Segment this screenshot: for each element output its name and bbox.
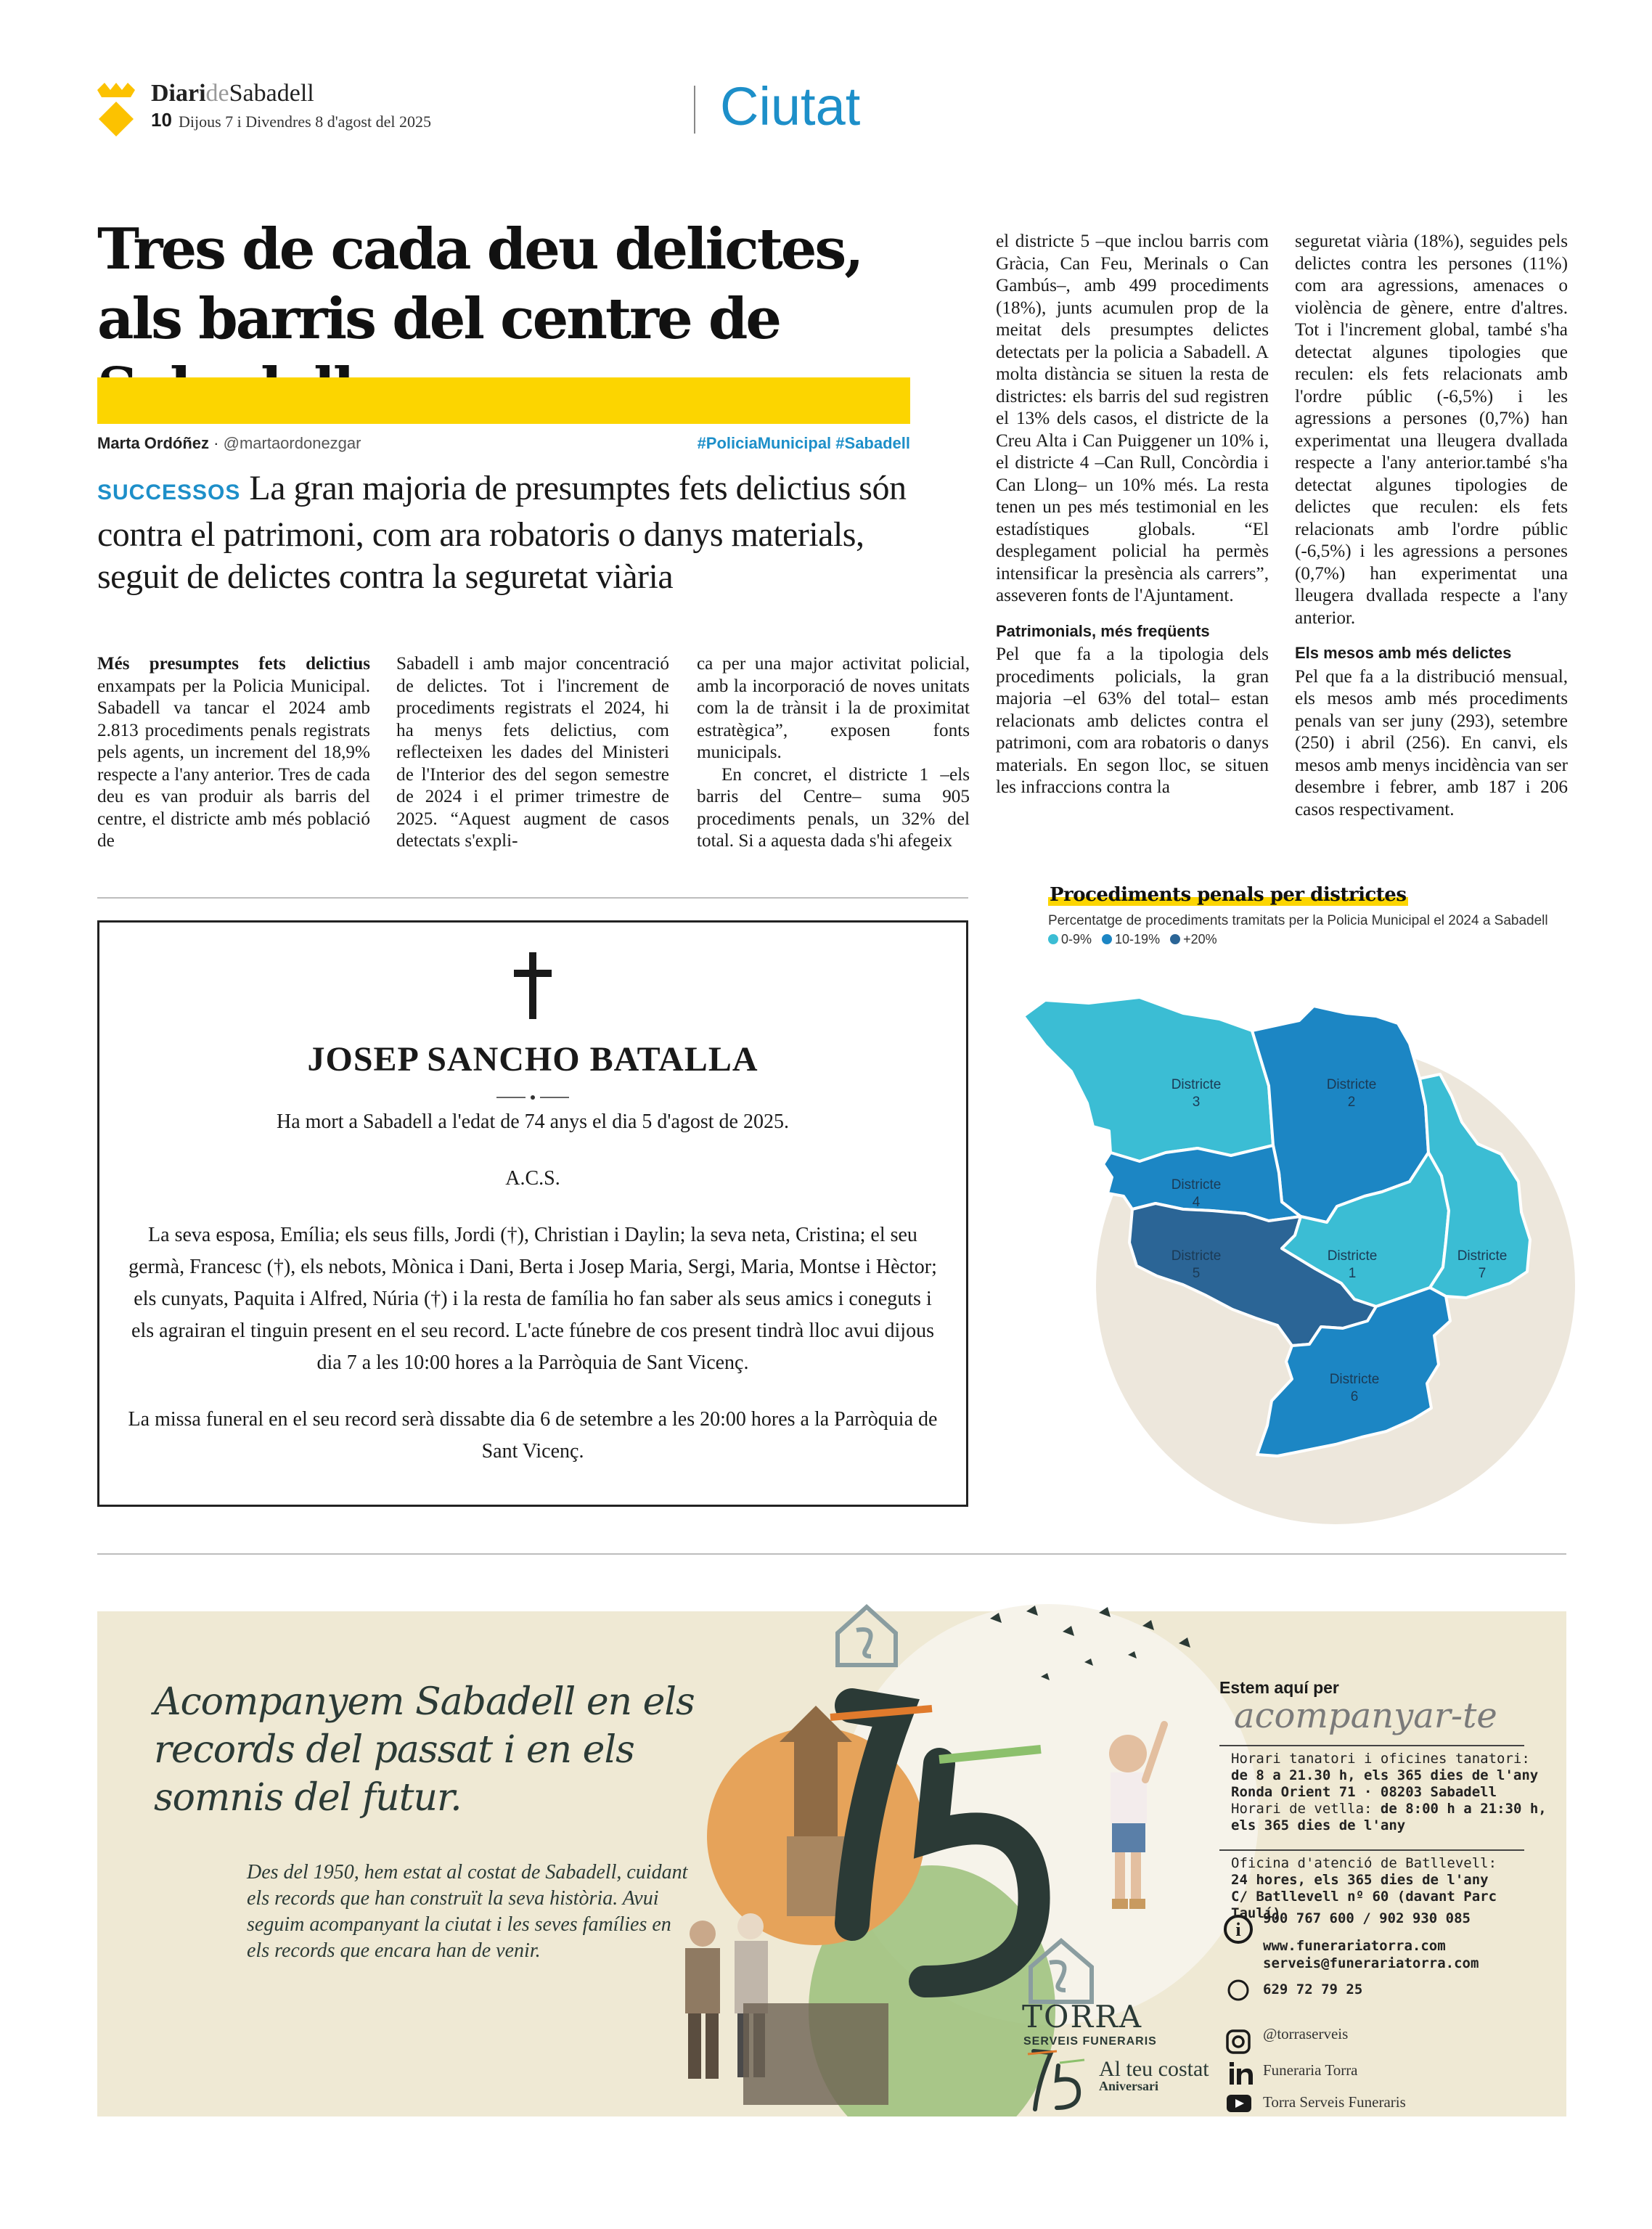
torra-brand-sub: SERVEIS FUNERARIS bbox=[1023, 2035, 1157, 2048]
author-name: Marta Ordóñez bbox=[97, 434, 210, 452]
legend-item: 10-19% bbox=[1102, 932, 1160, 947]
ad-headline: Acompanyem Sabadell en els records del passat i en els somnis del futur. bbox=[154, 1680, 695, 1820]
district-2-label: Districte 2 bbox=[1326, 1077, 1377, 1110]
section-name: Ciutat bbox=[720, 76, 861, 136]
article-headline: Tres de cada deu delictes, als barris del centre de bbox=[97, 216, 862, 352]
torra-tagline: Al teu costat bbox=[1099, 2057, 1209, 2081]
article-column-1: Més presumptes fets delictius enxampats per la Policia Municipal. Sabadell va tancar el 2024 amb 2.813 procediments penals registrats pels agents, un increment del 18,9% respecte a l'any anterior. Tres de cada deu es van produir als barris del centre, el districte amb més població de bbox=[97, 654, 370, 851]
obituary-death-notice: Ha mort a Sabadell a l'edat de 74 anys el dia 5 d'agost de 2025. bbox=[276, 1111, 789, 1133]
lead-in: Més presumptes fets delictius bbox=[97, 654, 370, 674]
article-column-5: seguretat viària (18%), seguides pels delictes contra les persones (11%) com ara agressions, amenaces o violència de gènere, entre d'altres. Tot i l'increment global, també s'ha detectat algunes tipologies que reculen: els fets relacionats amb l'ordre públic (-6,5%) i les agressions a persones (0,7%) han experimentat una lleugera dvallada respecte a l'any anterior.també s'ha detectat algunes tipologies de delictes que reculen: els fets relacionats amb l'ordre públic (-6,5%) i les agressions a persones (0,7%) han experimentat una lleugera dvallada respecte a l'any anterior. Els mesos amb més delictes Pel que fa a la distribució mensual, els mesos amb més procediments penals van ser juny (293), setembre (250) i abril (256). En canvi, els mesos amb menys incidència van ser desembre i febrer, amb 187 i 206 casos respectivament. bbox=[1295, 232, 1568, 819]
article-column-3: ca per una major activitat policial, amb la incorporació de noves unitats com la de trànsit i la de proximitat estratègica”, exposen fonts municipals. En concret, el districte 1 –els barris del Centre– suma 905 procediments penals, un 32% del total. Si a aquesta dada s'hi afegeix bbox=[697, 654, 970, 851]
issue-date: Dijous 7 i Divendres 8 d'agost del 2025 bbox=[179, 113, 431, 131]
masthead-name: DiarideSabadell bbox=[151, 80, 314, 107]
whatsapp-icon bbox=[1229, 1981, 1248, 2000]
torra-brand: TORRA bbox=[1022, 1999, 1143, 2034]
ad-acompanyar: acompanyar-te bbox=[1234, 1696, 1497, 1736]
legend-item: +20% bbox=[1170, 932, 1217, 947]
linkedin-icon bbox=[1230, 2062, 1253, 2085]
subheading-patrimonials: Patrimonials, més freqüents bbox=[996, 621, 1210, 640]
ad-instagram-handle[interactable]: @torraserveis bbox=[1263, 2025, 1349, 2042]
ad-batllevell-info: Oficina d'atenció de Batllevell: 24 hores, els 365 dies de l'any C/ Batllevell nº 60 (davant Parc Taulí) bbox=[1231, 1855, 1497, 1921]
latin-cross-icon bbox=[514, 952, 552, 1019]
svg-text:i: i bbox=[1235, 1919, 1241, 1940]
ad-email-link[interactable]: serveis@funerariatorra.com bbox=[1263, 1955, 1479, 1971]
torra-tagline-sub: Aniversari bbox=[1099, 2079, 1158, 2093]
obituary-mass: La missa funeral en el seu record serà dissabte dia 6 de setembre a les 20:00 hores a la Parròquia de Sant Vicenç. bbox=[128, 1408, 938, 1463]
district-3-shape[interactable] bbox=[1023, 997, 1273, 1161]
page-number: 10 bbox=[151, 109, 172, 131]
legend-item: 0-9% bbox=[1048, 932, 1092, 947]
district-7-label: Districte 7 bbox=[1457, 1248, 1508, 1281]
section-divider bbox=[97, 897, 968, 899]
section-separator bbox=[694, 86, 695, 134]
obituary-family: La seva esposa, Emília; els seus fills, Jordi (†), Christian i Daylin; la seva neta, Cristina; el seu germà, Francesc (†), els nebots, Mònica i Dani, Berta i Josep Maria, Sergi, Maria, Montse i Hèctor; els cunyats, Paquita i Alfred, Núria (†) i la resta de família ho fan saber als seus amics i coneguts i els agrairan el tinguin present en el seu record. L'acte fúnebre de cos present tindrà lloc avui dijous dia 7 a les 10:00 hores a la Parròquia de Sant Vicenç. bbox=[128, 1224, 937, 1374]
district-5-label: Districte 5 bbox=[1171, 1248, 1222, 1281]
article-subhead: SUCCESSOS La gran majoria de presumptes fets delictius són contra el patrimoni, com ara robatoris o danys materials, seguit de delictes contra la seguretat viària bbox=[97, 469, 907, 596]
obituary-name: JOSEP SANCHO BATALLA bbox=[307, 1040, 758, 1079]
district-3-label: Districte 3 bbox=[1171, 1077, 1222, 1110]
ad-estem: Estem aquí per bbox=[1219, 1678, 1339, 1697]
ad-phones[interactable]: 900 767 600 / 902 930 085 bbox=[1263, 1910, 1471, 1926]
ad-body-text: Des del 1950, hem estat al costat de Sabadell, cuidant els records que han construït la seva història. Avui seguim acompanyant la ciutat i les seves famílies en els records que encara han de venir. bbox=[247, 1861, 688, 1962]
obituary-text bbox=[123, 1106, 942, 1492]
author-handle[interactable]: @martaordonezgar bbox=[223, 434, 361, 452]
kicker: SUCCESSOS bbox=[97, 480, 241, 504]
article-column-4: el districte 5 –que inclou barris com Gràcia, Can Feu, Merinals o Can Gambús–, amb 499 procediments (18%), junts acumulen prop de la meitat dels presumptes delictes detectats per la policia a Sabadell. A molta distància se situen la resta de districtes: els barris del sud registren el 13% dels casos, el districte de la Creu Alta i Can Puiggener un 10% i, el districte 4 –Can Rull, Concòrdia i Can Llong– un 10% més. La resta tenen un pes més testimonial en les estadístiques globals. “El desplegament policial ha permès intensificar la presència als carrers”, asseveren fonts de l'Ajuntament. Patrimonials, més freqüents Pel que fa a la tipologia dels procediments policials, la gran majoria –el 63% del total– estan relacionats amb delictes contra el patrimoni, com ara robatoris o danys materials. En segon lloc, se situen les infraccions contra la bbox=[996, 232, 1269, 797]
byline: Marta Ordóñez · @martaordonezgar bbox=[97, 434, 361, 452]
map-subtitle: Percentatge de procediments tramitats per la Policia Municipal el 2024 a Sabadell bbox=[1048, 913, 1548, 928]
ad-contact-divider-2 bbox=[1219, 1849, 1524, 1851]
ad-whatsapp-number[interactable]: 629 72 79 25 bbox=[1263, 1981, 1363, 1997]
ad-linkedin-name[interactable]: Funeraria Torra bbox=[1263, 2061, 1358, 2079]
obituary-acs: A.C.S. bbox=[505, 1167, 560, 1190]
article-hashtags[interactable]: #PoliciaMunicipal #Sabadell bbox=[697, 434, 910, 452]
youtube-icon bbox=[1227, 2095, 1251, 2112]
ad-web-link[interactable]: www.funerariatorra.com bbox=[1263, 1938, 1446, 1954]
ad-tanatori-info: Horari tanatori i oficines tanatori: de 8 a 21.30 h, els 365 dies de l'any Ronda Orient 71 · 08203 Sabadell Horari de vetlla: de 8:00 h a 21:30 h, els 365 dies de l'any bbox=[1231, 1751, 1547, 1833]
ad-youtube-name[interactable]: Torra Serveis Funeraris bbox=[1263, 2093, 1406, 2111]
instagram-icon bbox=[1227, 2031, 1249, 2053]
torra-house-logo-icon bbox=[838, 1607, 896, 1665]
headline-highlight-bar bbox=[97, 377, 910, 424]
diari-logo-icon bbox=[94, 81, 138, 136]
map-title: Procediments penals per districtes bbox=[1050, 884, 1407, 906]
district-map bbox=[1002, 944, 1597, 1524]
district-6-label: Districte 6 bbox=[1329, 1372, 1380, 1404]
ornament-divider-icon bbox=[496, 1095, 569, 1100]
historic-carriage-icon bbox=[743, 2003, 888, 2105]
district-1-label: Districte 1 bbox=[1327, 1248, 1378, 1281]
article-column-2: Sabadell i amb major concentració de delictes. Tot i l'increment de procediments registrats el 2024, hi ha menys fets delictius, com reflecteixen les dades del Ministeri de l'Interior des del segon semestre de 2024 i el primer trimestre de 2025. “Aquest augment de casos detectats s'expli- bbox=[396, 654, 669, 851]
district-4-label: Districte 4 bbox=[1171, 1177, 1222, 1210]
ad-contact-divider bbox=[1219, 1745, 1524, 1746]
subheading-mesos: Els mesos amb més delictes bbox=[1295, 644, 1512, 662]
ad-divider bbox=[97, 1553, 1566, 1555]
